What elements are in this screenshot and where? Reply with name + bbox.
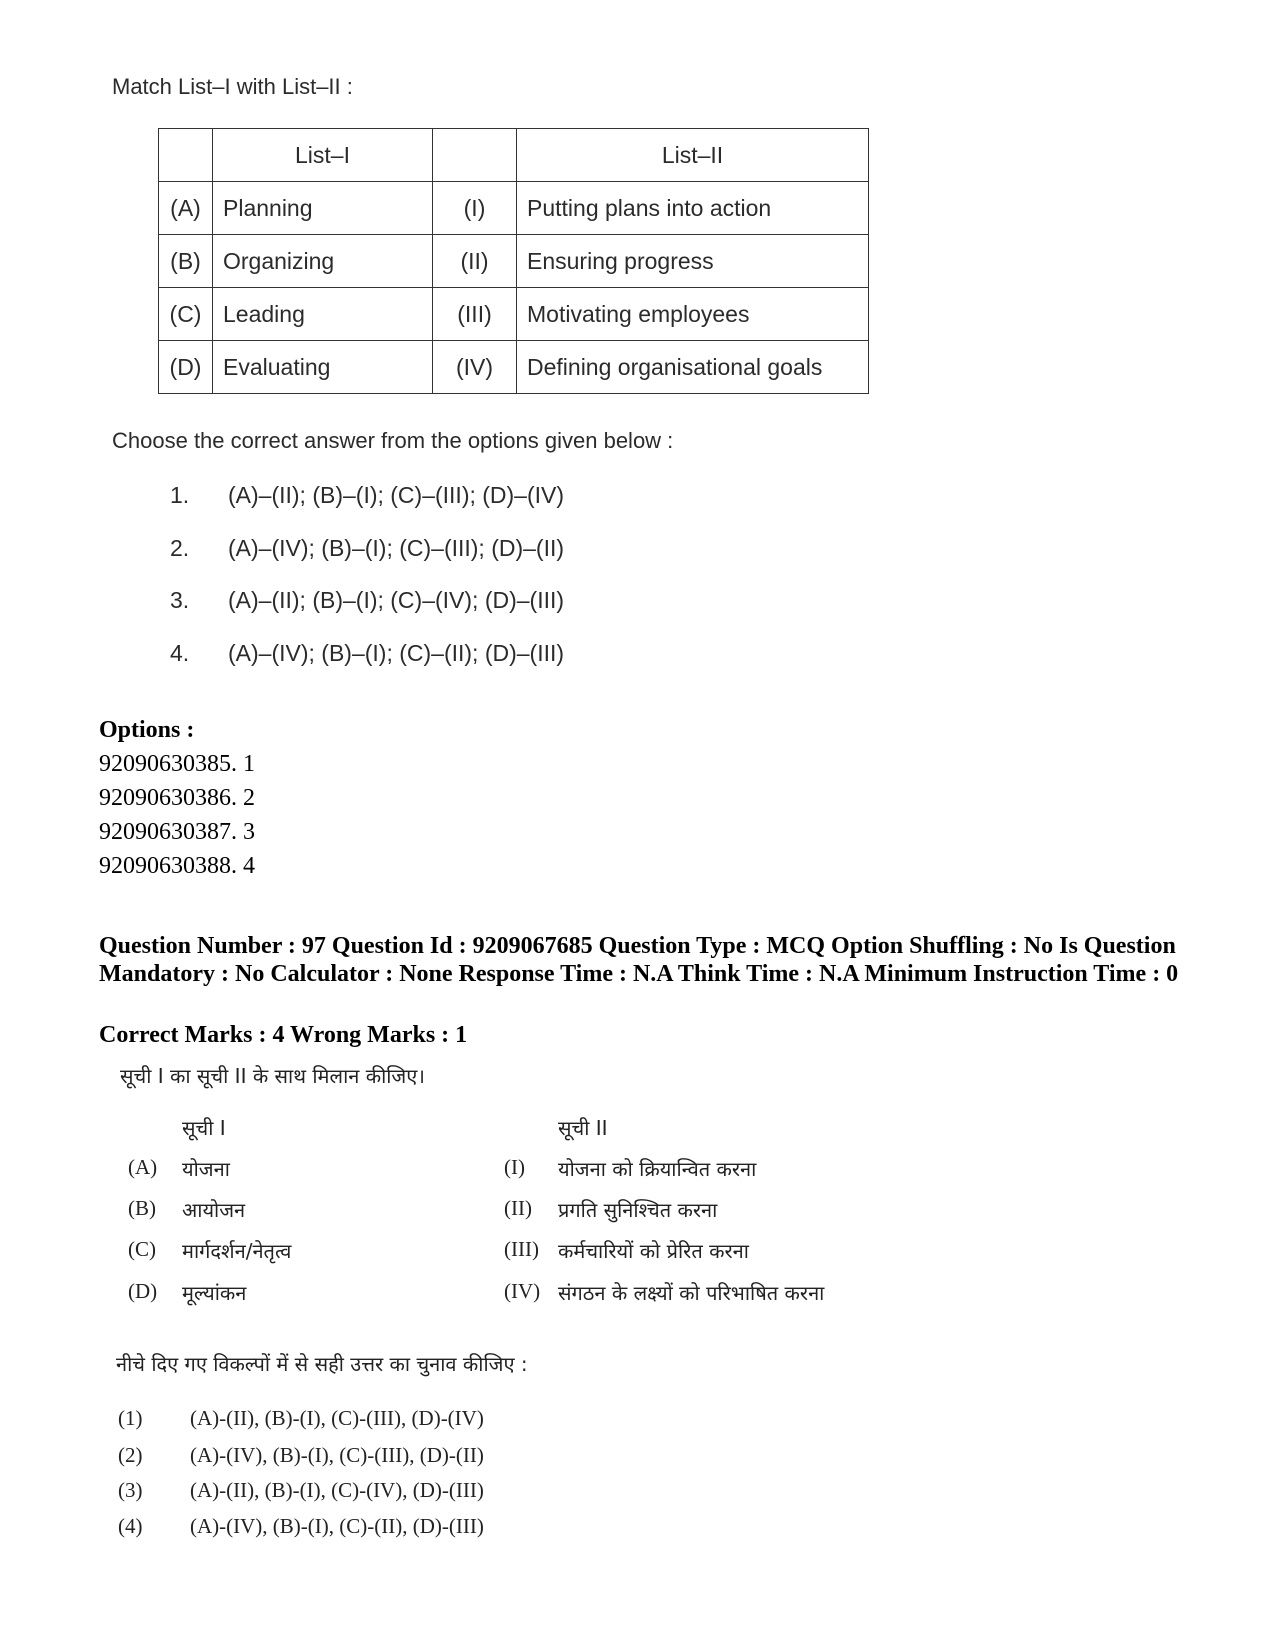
hindi-row-item: आयोजन (182, 1198, 246, 1222)
option-id-line: 92090630385. 1 (99, 751, 255, 777)
options-heading: Options : (99, 717, 195, 743)
hindi-row-key: (D) (128, 1279, 158, 1303)
hindi-answer-choice-4 (118, 1514, 484, 1539)
row-roman: (IV) (433, 341, 517, 394)
row-match: Ensuring progress (517, 235, 869, 288)
hindi-row-match: कर्मचारियों को प्रेरित करना (558, 1239, 749, 1263)
hindi-row-roman: (II) (504, 1196, 532, 1220)
answer-number: 2. (170, 535, 190, 561)
row-key: (B) (159, 235, 213, 288)
answer-number: (4) (118, 1514, 143, 1538)
row-match: Putting plans into action (517, 182, 869, 235)
answer-text: (A)-(II), (B)-(I), (C)-(IV), (D)-(III) (190, 1478, 484, 1502)
option-id-line: 92090630387. 3 (99, 819, 255, 845)
row-roman: (III) (433, 288, 517, 341)
row-key: (C) (159, 288, 213, 341)
choose-instruction-english: Choose the correct answer from the options given below : (112, 428, 674, 453)
hindi-row-item: मूल्यांकन (182, 1281, 247, 1305)
answer-text: (A)–(II); (B)–(I); (C)–(IV); (D)–(III) (228, 587, 565, 613)
hindi-row-key: (A) (128, 1155, 158, 1179)
choose-instruction-hindi: नीचे दिए गए विकल्पों में से सही उत्तर का चुनाव कीजिए : (116, 1352, 528, 1376)
table-row (159, 182, 869, 235)
row-key: (A) (159, 182, 213, 235)
answer-number: (1) (118, 1406, 143, 1430)
answer-number: 1. (170, 482, 190, 508)
question-marks: Correct Marks : 4 Wrong Marks : 1 (99, 1022, 468, 1048)
hindi-row-key: (B) (128, 1196, 156, 1220)
hindi-row-roman: (III) (504, 1237, 539, 1261)
hindi-row-item: योजना (182, 1157, 230, 1181)
answer-text: (A)–(IV); (B)–(I); (C)–(III); (D)–(II) (228, 535, 565, 561)
row-item: Organizing (213, 235, 433, 288)
header-key-cell (159, 129, 213, 182)
header-roman-cell (433, 129, 517, 182)
answer-text: (A)–(II); (B)–(I); (C)–(III); (D)–(IV) (228, 482, 565, 508)
answer-number: (2) (118, 1443, 143, 1467)
hindi-answer-choice-1 (118, 1406, 484, 1431)
row-match: Defining organisational goals (517, 341, 869, 394)
answer-choice-2 (170, 535, 564, 562)
hindi-answer-choice-2 (118, 1443, 484, 1468)
answer-text: (A)–(IV); (B)–(I); (C)–(II); (D)–(III) (228, 640, 565, 666)
row-roman: (II) (433, 235, 517, 288)
hindi-row-match: प्रगति सुनिश्चित करना (558, 1198, 718, 1222)
hindi-row-roman: (I) (504, 1155, 525, 1179)
question-intro-hindi: सूची I का सूची II के साथ मिलान कीजिए। (120, 1064, 425, 1088)
hindi-header-list2: सूची II (558, 1116, 608, 1140)
row-item: Planning (213, 182, 433, 235)
answer-number: 4. (170, 640, 190, 666)
row-roman: (I) (433, 182, 517, 235)
table-row (159, 341, 869, 394)
row-item: Leading (213, 288, 433, 341)
hindi-answer-choice-3 (118, 1478, 484, 1503)
hindi-row-match: संगठन के लक्ष्यों को परिभाषित करना (558, 1281, 825, 1305)
row-match: Motivating employees (517, 288, 869, 341)
table-header-row (159, 129, 869, 182)
hindi-row-match: योजना को क्रियान्वित करना (558, 1157, 757, 1181)
answer-text: (A)-(II), (B)-(I), (C)-(III), (D)-(IV) (190, 1406, 484, 1430)
header-list2: List–II (517, 129, 869, 182)
table-row (159, 288, 869, 341)
answer-number: (3) (118, 1478, 143, 1502)
hindi-row-roman: (IV) (504, 1279, 541, 1303)
hindi-row-key: (C) (128, 1237, 156, 1261)
answer-choice-1 (170, 482, 564, 509)
row-key: (D) (159, 341, 213, 394)
answer-text: (A)-(IV), (B)-(I), (C)-(II), (D)-(III) (190, 1514, 484, 1538)
match-table-english (158, 128, 869, 394)
table-row (159, 235, 869, 288)
header-list1: List–I (213, 129, 433, 182)
answer-choice-3 (170, 587, 564, 614)
answer-text: (A)-(IV), (B)-(I), (C)-(III), (D)-(II) (190, 1443, 484, 1467)
question-meta: Question Number : 97 Question Id : 9209067685 Question Type : MCQ Option Shuffling : No Is Question Mandatory : No Calculator : None Response Time : N.A Think Time : N.A Minimum Instruction Time : 0 (99, 933, 1179, 987)
answer-choice-4 (170, 640, 564, 667)
hindi-header-list1: सूची I (182, 1116, 226, 1140)
row-item: Evaluating (213, 341, 433, 394)
option-id-line: 92090630386. 2 (99, 785, 255, 811)
answer-number: 3. (170, 587, 190, 613)
question-intro-english: Match List–I with List–II : (112, 74, 353, 99)
option-id-line: 92090630388. 4 (99, 853, 255, 879)
hindi-row-item: मार्गदर्शन/नेतृत्व (182, 1239, 292, 1263)
